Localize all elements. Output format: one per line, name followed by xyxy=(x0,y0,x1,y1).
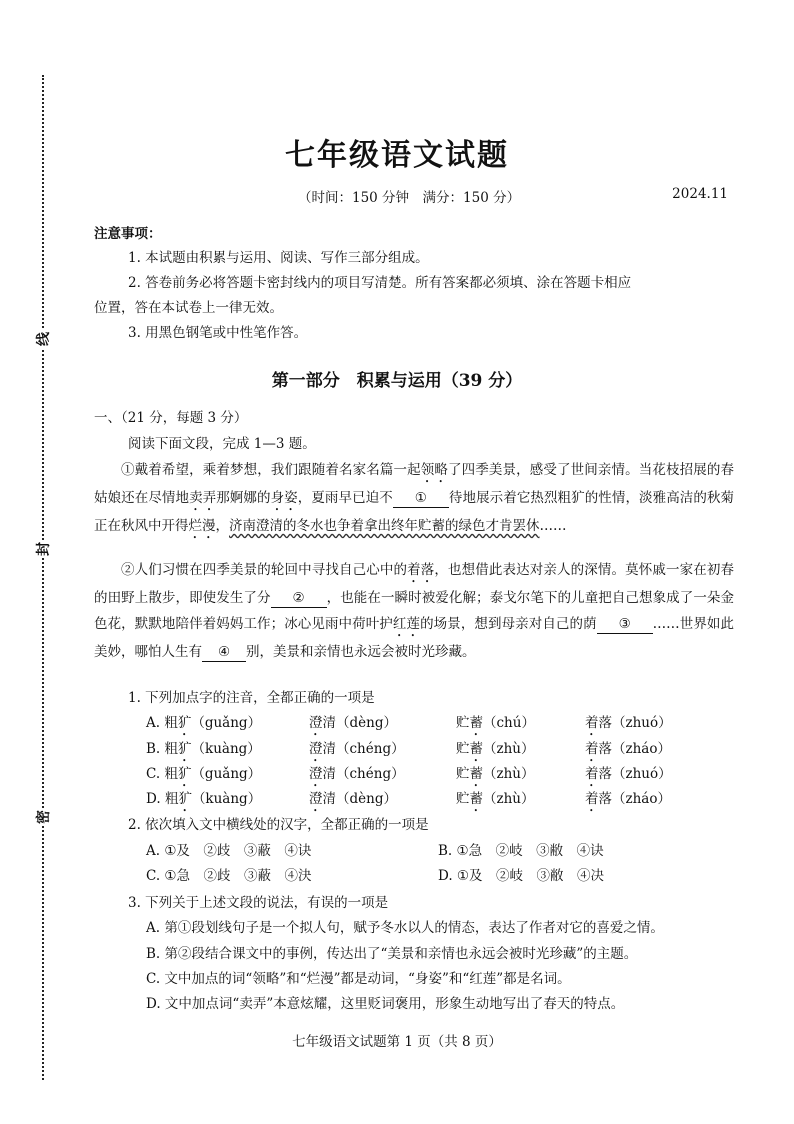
notes-item-1: 1. 本试题由积累与运用、阅读、写作三部分组成。 xyxy=(128,250,429,266)
question-group-instruction: 阅读下面文段，完成 1—3 题。 xyxy=(128,436,316,452)
question-1-option-d: D. 粗犷（kuàng） xyxy=(146,791,262,807)
exam-time-score: （时间：150 分钟 满分：150 分） xyxy=(298,190,521,206)
question-1-option-a: A. 粗犷（guǎng） xyxy=(146,715,262,731)
question-1-option-a-word2: 澄清（dèng） xyxy=(309,715,397,731)
notes-item-2: 2. 答卷前务必将答题卡密封线内的项目写清楚。所有答案都必须填、涂在答题卡相应 xyxy=(128,275,632,291)
fill-blank-3: ③ xyxy=(597,615,653,634)
notes-item-2-cont: 位置，答在本试卷上一律无效。 xyxy=(94,300,283,316)
fill-blank-4: ④ xyxy=(202,643,246,662)
question-2-option-a: A. ①及 ②歧 ③蔽 ④诀 xyxy=(146,843,312,859)
dotted-word: 烂漫 xyxy=(188,518,216,534)
wavy-underlined-sentence: 济南澄清的冬水也争着拿出终年贮蓄的绿色才肯罢休 xyxy=(229,518,540,534)
exam-date: 2024.11 xyxy=(672,186,728,202)
question-group-heading: 一、（21 分，每题 3 分） xyxy=(94,410,248,426)
question-1-option-a-word4: 着落（zhuó） xyxy=(585,715,672,731)
question-3-option-a: A. 第①段划线句子是一个拟人句，赋予冬水以人的情态，表达了作者对它的喜爱之情。 xyxy=(146,920,664,936)
question-2-option-d: D. ①及 ②岐 ③敝 ④决 xyxy=(438,868,605,884)
question-1-option-d-word3: 贮蓄（zhù） xyxy=(456,791,535,807)
question-1-option-c-word3: 贮蓄（zhù） xyxy=(456,766,535,782)
exam-title: 七年级语文试题 xyxy=(285,138,509,173)
question-2-option-b: B. ①急 ②岐 ③敝 ④诀 xyxy=(438,843,604,859)
fill-blank-1: ① xyxy=(393,489,449,508)
dotted-word: 红莲 xyxy=(392,615,421,632)
question-3-option-d: D. 文中加点词“卖弄”本意炫耀，这里贬词褒用，形象生动地写出了春天的特点。 xyxy=(146,996,625,1012)
passage-paragraph-2: ②人们习惯在四季美景的轮回中寻找自己心中的着落，也想借此表达对亲人的深情。莫怀戚一家在初春的田野上散步，即使发生了分 ② ，也能在一瞬时被爱化解；泰戈尔笔下的儿童把自己想象成了一朵金色花，默默地陪伴着妈妈工作；冰心见雨中荷叶护红莲的场景，想到母亲对自己的荫 ③ ……世界如此美妙，哪怕人生有 ④ 别，美景和亲情也永远会被时光珍藏。 xyxy=(94,562,735,660)
question-1-option-b: B. 粗犷（kuàng） xyxy=(146,741,261,757)
binding-label-feng: 封 xyxy=(36,542,52,556)
question-1-option-d-word2: 澄清（dèng） xyxy=(309,791,397,807)
dotted-word: 着落 xyxy=(407,562,435,578)
fill-blank-2: ② xyxy=(271,589,327,608)
notes-item-3: 3. 用黑色钢笔或中性笔作答。 xyxy=(128,325,308,341)
question-2-stem: 2. 依次填入文中横线处的汉字，全都正确的一项是 xyxy=(128,817,429,833)
question-3-option-b: B. 第②段结合课文中的事例，传达出了“美景和亲情也永远会被时光珍藏”的主题。 xyxy=(146,946,638,962)
question-1-option-c-word2: 澄清（chéng） xyxy=(309,766,405,782)
page-footer: 七年级语文试题第 1 页（共 8 页） xyxy=(292,1034,502,1050)
binding-label-mi: 密 xyxy=(36,810,52,824)
section-title: 第一部分 积累与运用（39 分） xyxy=(271,371,523,391)
question-3-stem: 3. 下列关于上述文段的说法，有误的一项是 xyxy=(128,895,389,911)
binding-label-xian: 线 xyxy=(36,332,52,346)
question-1-option-b-word3: 贮蓄（zhù） xyxy=(456,741,535,757)
binding-dotted-line xyxy=(42,75,44,1080)
question-1-option-c-word4: 着落（zhuó） xyxy=(585,766,672,782)
question-1-option-a-word3: 贮蓄（chú） xyxy=(456,715,535,731)
dotted-word: 身姿 xyxy=(270,490,298,506)
notes-heading: 注意事项： xyxy=(94,226,162,242)
question-1-option-d-word4: 着落（zháo） xyxy=(585,791,671,807)
question-1-option-c: C. 粗犷（guǎng） xyxy=(146,766,262,782)
question-1-option-b-word4: 着落（zháo） xyxy=(585,741,671,757)
question-2-option-c: C. ①急 ②歧 ③蔽 ④決 xyxy=(146,868,312,884)
question-1-stem: 1. 下列加点字的注音，全都正确的一项是 xyxy=(128,690,375,706)
question-3-option-c: C. 文中加点的词“领略”和“烂漫”都是动词，“身姿”和“红莲”都是名词。 xyxy=(146,971,571,987)
dotted-word: 领略 xyxy=(420,462,448,478)
dotted-word: 卖弄 xyxy=(189,490,217,506)
question-1-option-b-word2: 澄清（chéng） xyxy=(309,741,405,757)
passage-paragraph-1: ①戴着希望，乘着梦想，我们跟随着名家名篇一起领略了四季美景，感受了世间亲情。当花枝招展的春姑娘还在尽情地卖弄那婀娜的身姿，夏雨早已迫不 ① 待地展示着它热烈粗犷的性情，淡雅高洁的秋菊正在秋风中开得烂漫，济南澄清的冬水也争着拿出终年贮蓄的绿色才肯罢休…… xyxy=(94,462,735,534)
